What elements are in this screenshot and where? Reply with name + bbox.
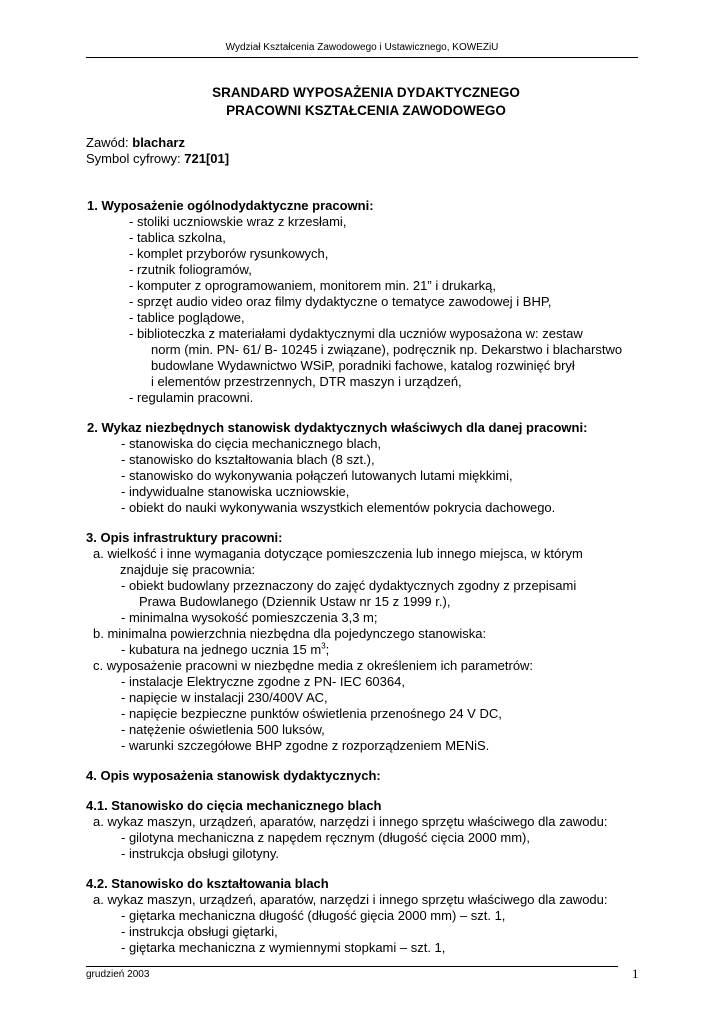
list-item: - tablica szkolna, [129,230,226,245]
symbol-value: 721[01] [184,151,230,166]
list-item [86,642,646,658]
list-item: - napięcie bezpieczne punktów oświetlenia przenośnego 24 V DC, [121,706,502,721]
title-line-2: PRACOWNI KSZTAŁCENIA ZAWODOWEGO [226,103,506,118]
list-item: - napięcie w instalacji 230/400V AC, [121,690,328,705]
list-item-continuation: i elementów przestrzennych, DTR maszyn i urządzeń, [151,374,462,389]
profession-label: Zawód: [86,135,133,150]
section-3-b-line: b. minimalna powierzchnia niezbędna dla pojedynczego stanowiska: [93,626,487,641]
list-item: - biblioteczka z materiałami dydaktycznymi dla uczniów wyposażona w: zestaw [129,326,583,341]
section-4-1-heading: 4.1. Stanowisko do cięcia mechanicznego blach [86,798,382,813]
list-item: - indywidualne stanowiska uczniowskie, [121,484,350,499]
list-item: - instrukcja obsługi giętarki, [121,924,278,939]
list-item-continuation: norm (min. PN- 61/ B- 10245 i związane), podręcznik np. Dekarstwo i blacharstwo [151,342,623,357]
symbol-line [86,151,646,167]
section-1-heading: 1. Wyposażenie ogólnodydaktyczne pracowni: [87,198,374,213]
list-item: - giętarka mechaniczna długość (długość gięcia 2000 mm) – szt. 1, [121,908,506,923]
list-item: - sprzęt audio video oraz filmy dydaktyczne o tematyce zawodowej i BHP, [129,294,552,309]
list-item: - stanowisko do wykonywania połączeń lutowanych lutami miękkimi, [121,468,513,483]
list-item: - instalacje Elektryczne zgodne z PN- IEC 60364, [121,674,405,689]
list-item: - giętarka mechaniczna z wymiennymi stopkami – szt. 1, [121,940,446,955]
list-item: - gilotyna mechaniczna z napędem ręcznym (długość cięcia 2000 mm), [121,830,530,845]
footer-date: grudzień 2003 [86,969,150,980]
title-line-1: SRANDARD WYPOSAŻENIA DYDAKTYCZNEGO [212,85,520,100]
list-item: - obiekt do nauki wykonywania wszystkich elementów pokrycia dachowego. [121,500,556,515]
section-3-a-line-cont: znajduje się pracownia: [120,562,256,577]
list-item: - komplet przyborów rysunkowych, [129,246,329,261]
section-4-2-heading: 4.2. Stanowisko do kształtowania blach [86,876,329,891]
list-item: - stoliki uczniowskie wraz z krzesłami, [129,214,347,229]
footer-divider [86,966,618,967]
section-3-c-line: c. wyposażenie pracowni w niezbędne media z określeniem ich parametrów: [93,658,534,673]
list-item-continuation: Prawa Budowlanego (Dziennik Ustaw nr 15 z 1999 r.), [139,594,451,609]
profession-value: blacharz [132,135,185,150]
page-header: Wydział Kształcenia Zawodowego i Ustawicznego, KOWEZiU [225,42,499,53]
volume-end: ; [325,642,330,657]
list-item: - obiekt budowlany przeznaczony do zajęć dydaktycznych zgodny z przepisami [121,578,577,593]
section-3-a-line: a. wielkość i inne wymagania dotyczące pomieszczenia lub innego miejsca, w którym [93,546,583,561]
section-2-heading: 2. Wykaz niezbędnych stanowisk dydaktycznych właściwych dla danej pracowni: [87,420,588,435]
list-item: - minimalna wysokość pomieszczenia 3,3 m; [121,610,378,625]
volume-text: - kubatura na jednego ucznia 15 m [121,642,322,657]
list-item: - instrukcja obsługi gilotyny. [121,846,279,861]
section-4-2-a-line: a. wykaz maszyn, urządzeń, aparatów, narzędzi i innego sprzętu właściwego dla zawodu: [93,892,608,907]
profession-line [86,135,646,151]
header-divider [86,57,638,58]
section-3-heading: 3. Opis infrastruktury pracowni: [86,530,283,545]
list-item: - komputer z oprogramowaniem, monitorem min. 21” i drukarką, [129,278,497,293]
list-item: - stanowisko do kształtowania blach (8 szt.), [121,452,375,467]
list-item: - natężenie oświetlenia 500 luksów, [121,722,325,737]
section-4-1-a-line: a. wykaz maszyn, urządzeń, aparatów, narzędzi i innego sprzętu właściwego dla zawodu: [93,814,608,829]
list-item: - rzutnik foliogramów, [129,262,252,277]
list-item: - warunki szczegółowe BHP zgodne z rozporządzeniem MENiS. [121,738,490,753]
document-body [86,84,646,956]
list-item: - stanowiska do cięcia mechanicznego blach, [121,436,382,451]
section-4-heading: 4. Opis wyposażenia stanowisk dydaktycznych: [86,768,381,783]
list-item-continuation: budowlane Wydawnictwo WSiP, poradniki fachowe, katalog rozwinięć brył [151,358,575,373]
page-number: 1 [632,966,639,981]
volume-superscript: 3 [321,641,326,651]
list-item: - tablice poglądowe, [129,310,245,325]
document-title [86,84,646,120]
list-item: - regulamin pracowni. [129,390,254,405]
symbol-label: Symbol cyfrowy: [86,151,185,166]
